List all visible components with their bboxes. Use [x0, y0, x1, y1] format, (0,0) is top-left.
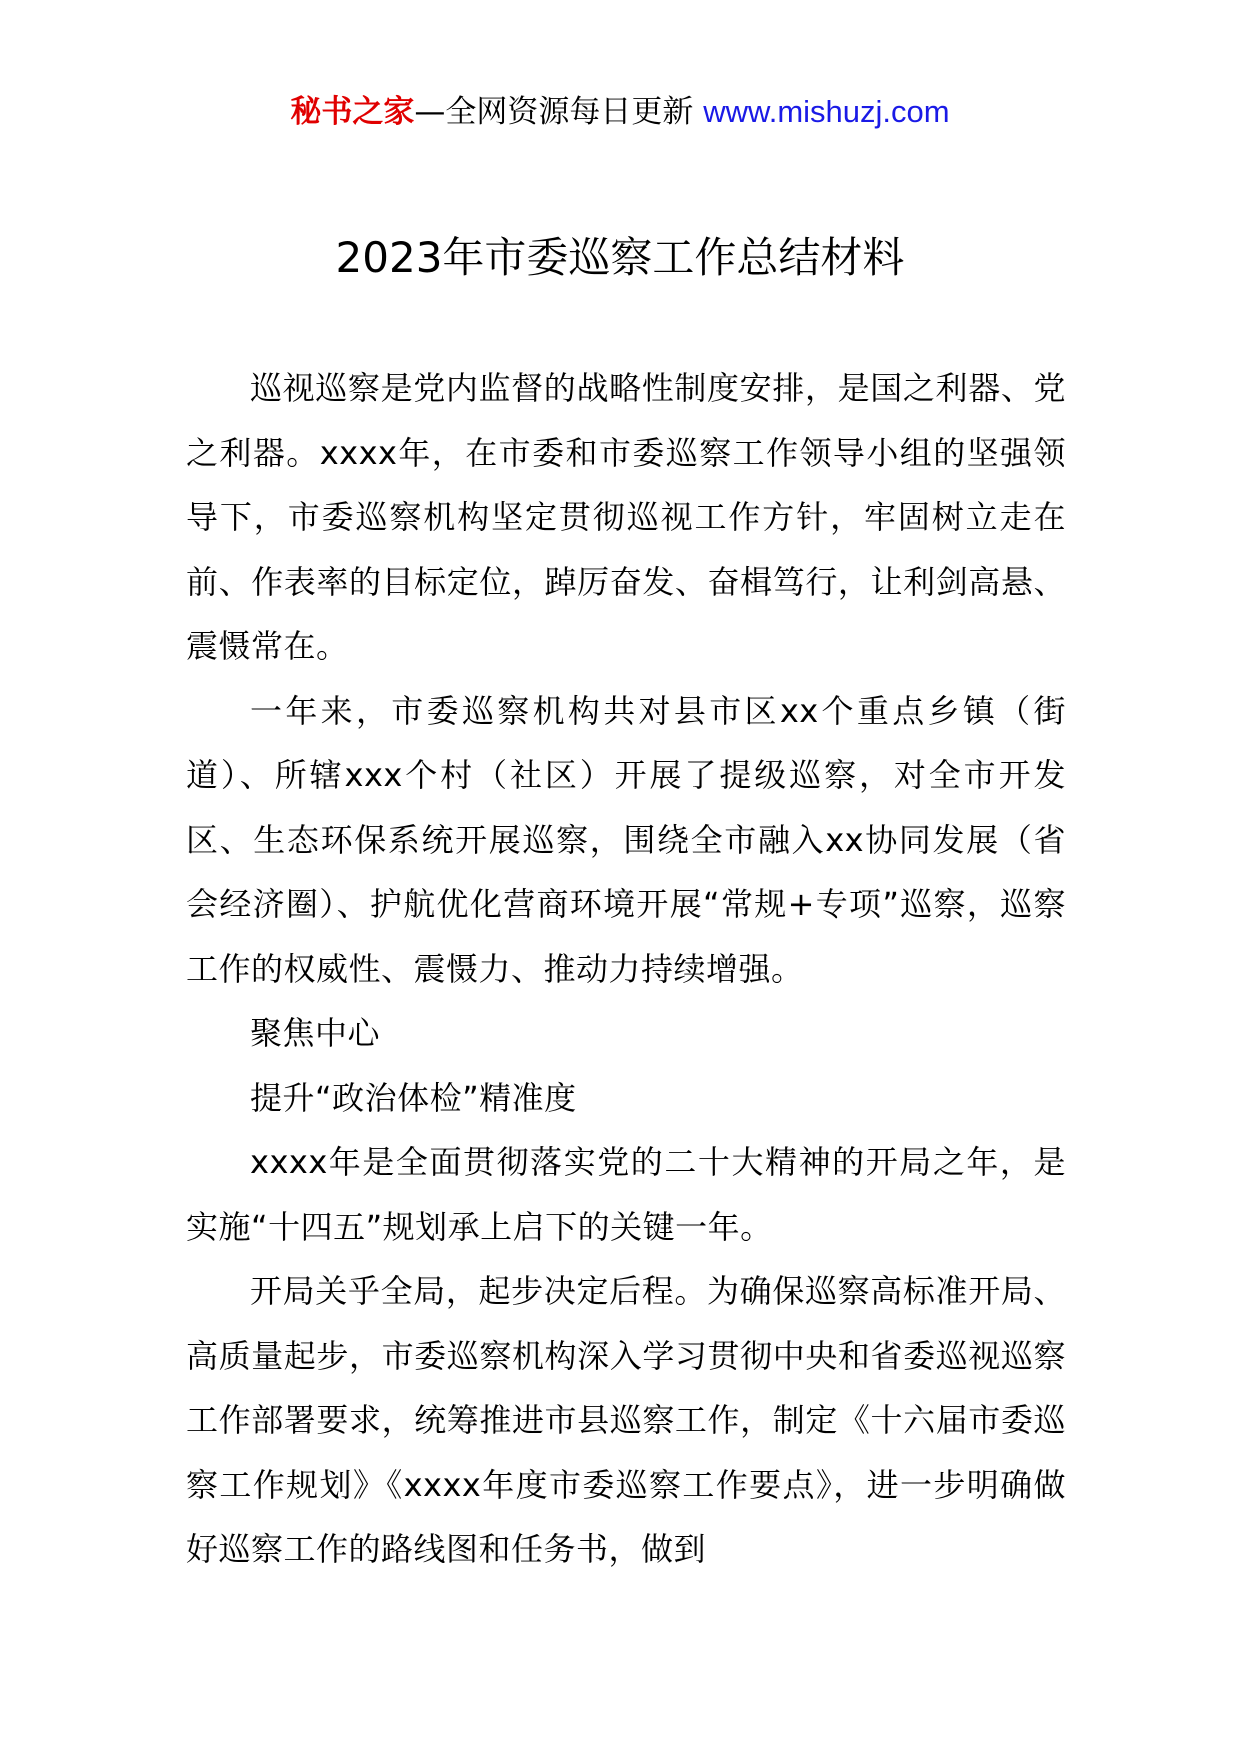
paragraph: 开局关乎全局，起步决定后程。为确保巡察高标准开局、高质量起步，市委巡察机构深入学习贯彻中央和省委巡视巡察工作部署要求，统筹推进市县巡察工作，制定《十六届市委巡察工作规划》《xxxx年度市委巡察工作要点》，进一步明确做好巡察工作的路线图和任务书，做到: [186, 1272, 1066, 1568]
document-body: [186, 356, 1066, 1582]
section-heading: 聚焦中心: [250, 1014, 381, 1052]
document-title: 2023年市委巡察工作总结材料: [335, 233, 905, 282]
paragraph: 一年来，市委巡察机构共对县市区xx个重点乡镇（街道）、所辖xxx个村（社区）开展了提级巡察，对全市开发区、生态环保系统开展巡察，围绕全市融入xx协同发展（省会经济圈）、护航优化营商环境开展“常规+专项”巡察，巡察工作的权威性、震慑力、推动力持续增强。: [186, 691, 1066, 988]
section-subheading: 提升“政治体检”精准度: [250, 1078, 577, 1117]
site-header: [0, 90, 1240, 134]
paragraph: xxxx年是全面贯彻落实党的二十大精神的开局之年，是实施“十四五”规划承上启下的关键一年。: [186, 1143, 1066, 1246]
header-tagline: —全网资源每日更新: [414, 94, 704, 130]
paragraph: 巡视巡察是党内监督的战略性制度安排，是国之利器、党之利器。xxxx年，在市委和市委巡察工作领导小组的坚强领导下，市委巡察机构坚定贯彻巡视工作方针，牢固树立走在前、作表率的目标定位，踔厉奋发、奋楫笃行，让利剑高悬、震慑常在。: [186, 369, 1066, 665]
site-url-link[interactable]: www.mishuzj.com: [703, 94, 950, 129]
brand-name: 秘书之家: [290, 94, 415, 130]
